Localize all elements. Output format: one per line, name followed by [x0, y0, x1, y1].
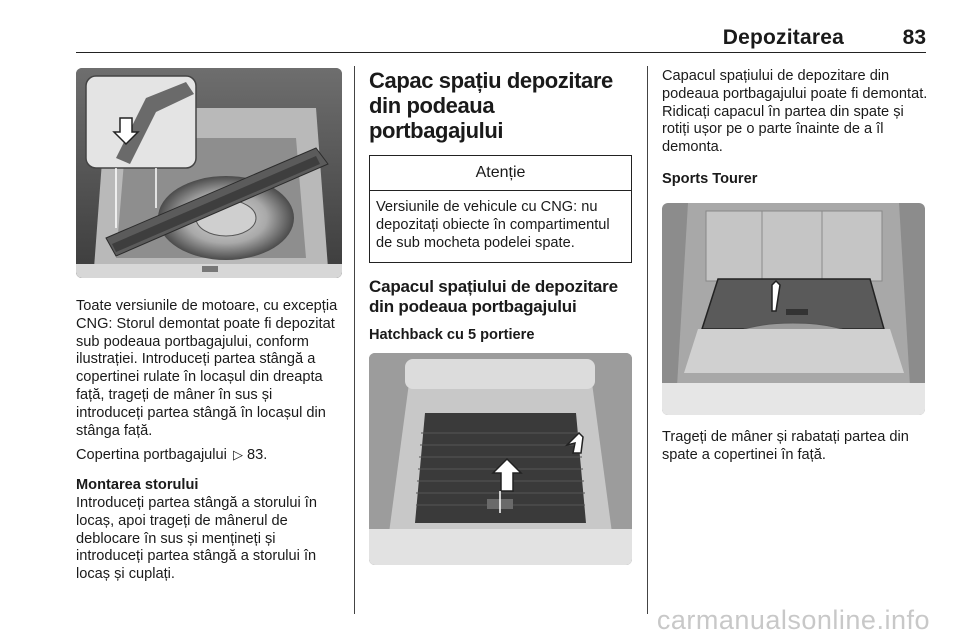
- hatchback-trunk-drawing: [369, 353, 632, 565]
- column-left: [76, 68, 342, 584]
- trunk-spare-wheel-drawing: [76, 68, 342, 278]
- triangle-right-icon: ▷: [232, 447, 243, 463]
- watermark: carmanualsonline.info: [656, 605, 930, 635]
- section-heading: Capac spațiu depozitare din podeaua portbagajului: [369, 68, 613, 143]
- mount-heading: Montarea storului: [76, 477, 199, 494]
- subsection-heading: Capacul spațiului de depozitare din podeaua portbagajului: [369, 277, 618, 317]
- sports-tourer-trunk-illustration: [662, 203, 925, 415]
- cross-reference-label: Copertina portbagajului: [76, 447, 227, 464]
- cross-reference[interactable]: [76, 446, 342, 465]
- notice-title: Atenție: [370, 156, 631, 191]
- cross-reference-page: 83.: [247, 447, 268, 464]
- cover-intro-paragraph: Capacul spațiului de depozitare din podeaua portbagajului poate fi demontat. Ridicați capacul în partea din spate și rotiți ușor pe o parte înainte de a îl demonta.: [662, 68, 928, 156]
- hatchback-label: Hatchback cu 5 portiere: [369, 327, 535, 344]
- column-right: [662, 68, 928, 464]
- column-middle: [369, 68, 632, 565]
- notice-body: Versiunile de vehicule cu CNG: nu depozitați obiecte în compartimentul de sub mocheta podelei spate.: [376, 199, 610, 251]
- hatchback-trunk-illustration: [369, 353, 632, 565]
- sports-tourer-label: Sports Tourer: [662, 170, 758, 187]
- sports-tourer-trunk-drawing: [662, 203, 925, 415]
- notice-box: [369, 155, 632, 263]
- after-paragraph: Trageți de mâner și rabatați partea din spate a copertinei în față.: [662, 428, 909, 463]
- page-number: 83: [902, 26, 926, 49]
- column-divider: [354, 66, 355, 614]
- intro-paragraph: Toate versiunile de motoare, cu excepția CNG: Storul demontat poate fi depozitat sub podeaua portbagajului, conform ilustrației. Introduceți partea stângă a copertinei rulate în locașul din dreapta față, trageți de mâner în sus și introduceți partea stângă în locașul din stânga față.: [76, 298, 338, 439]
- section-title: Depozitarea: [722, 26, 844, 49]
- column-divider: [647, 66, 648, 614]
- page-header: [76, 26, 926, 53]
- trunk-spare-wheel-illustration: [76, 68, 342, 278]
- mount-paragraph: Introduceți partea stângă a storului în locaș, apoi trageți de mânerul de deblocare în sus și mențineți și introduceți partea stângă a storului în locaș și cuplați.: [76, 494, 317, 583]
